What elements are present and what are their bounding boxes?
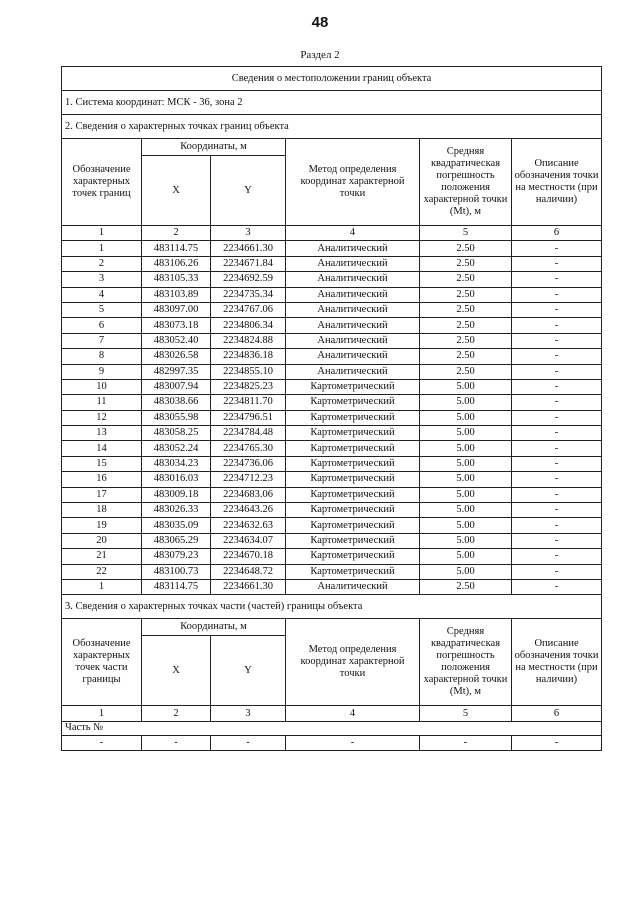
error: 2.50 xyxy=(420,241,512,256)
error: 2.50 xyxy=(420,272,512,287)
error: 2.50 xyxy=(420,364,512,379)
coord-x: 483103.89 xyxy=(142,287,211,302)
page-number: 48 xyxy=(311,14,329,31)
method: Аналитический xyxy=(286,579,420,594)
coord-x: 483052.24 xyxy=(142,441,211,456)
table-row xyxy=(62,364,602,379)
header-description: Описание обозначения точки на местности (при наличии) xyxy=(512,139,602,226)
error: 5.00 xyxy=(420,549,512,564)
section3-title: 3. Сведения о характерных точках части (частей) границы объекта xyxy=(62,595,602,619)
table-row xyxy=(62,533,602,548)
column-number: 4 xyxy=(286,706,420,721)
description: - xyxy=(512,333,602,348)
method: Аналитический xyxy=(286,302,420,317)
coord-y: 2234634.07 xyxy=(211,533,286,548)
table-row xyxy=(62,395,602,410)
coord-y: 2234824.88 xyxy=(211,333,286,348)
header-point-id: Обозначение характерных точек границ xyxy=(62,139,142,226)
part-label-row xyxy=(62,721,602,735)
table-row xyxy=(62,549,602,564)
coord-x: 483034.23 xyxy=(142,456,211,471)
description: - xyxy=(512,410,602,425)
description: - xyxy=(512,735,602,750)
error: 5.00 xyxy=(420,472,512,487)
description: - xyxy=(512,456,602,471)
method: Картометрический xyxy=(286,487,420,502)
header-coords: Координаты, м xyxy=(142,139,286,156)
description: - xyxy=(512,441,602,456)
coord-y: 2234661.30 xyxy=(211,241,286,256)
error: 5.00 xyxy=(420,379,512,394)
coord-x: 483026.33 xyxy=(142,503,211,518)
header-x: X xyxy=(142,156,211,226)
coord-y: 2234784.48 xyxy=(211,426,286,441)
point-id: 3 xyxy=(62,272,142,287)
method: Картометрический xyxy=(286,426,420,441)
table-row xyxy=(62,579,602,594)
coord-x: 483100.73 xyxy=(142,564,211,579)
coord-y: 2234855.10 xyxy=(211,364,286,379)
coord-x: 483114.75 xyxy=(142,579,211,594)
column-number: 4 xyxy=(286,226,420,241)
header-y: Y xyxy=(211,156,286,226)
method: Картометрический xyxy=(286,533,420,548)
method: Аналитический xyxy=(286,349,420,364)
error: 5.00 xyxy=(420,410,512,425)
point-id: 19 xyxy=(62,518,142,533)
method: Картометрический xyxy=(286,441,420,456)
coord-y: 2234648.72 xyxy=(211,564,286,579)
method: Аналитический xyxy=(286,272,420,287)
coord-system: 1. Система координат: МСК - 36, зона 2 xyxy=(62,91,602,115)
column-number: 6 xyxy=(512,226,602,241)
error: 5.00 xyxy=(420,518,512,533)
description: - xyxy=(512,256,602,271)
description: - xyxy=(512,579,602,594)
coord-x: 483026.58 xyxy=(142,349,211,364)
column-number: 3 xyxy=(211,226,286,241)
table-body xyxy=(62,67,602,751)
point-id: - xyxy=(62,735,142,750)
method: Картометрический xyxy=(286,564,420,579)
description: - xyxy=(512,287,602,302)
table-row xyxy=(62,441,602,456)
point-id: 11 xyxy=(62,395,142,410)
point-id: 13 xyxy=(62,426,142,441)
coord-x: 483007.94 xyxy=(142,379,211,394)
table-row xyxy=(62,503,602,518)
coord-y: 2234735.34 xyxy=(211,287,286,302)
table-row xyxy=(62,349,602,364)
method: Аналитический xyxy=(286,318,420,333)
point-id: 9 xyxy=(62,364,142,379)
point-id: 4 xyxy=(62,287,142,302)
method: Картометрический xyxy=(286,518,420,533)
table-row xyxy=(62,379,602,394)
table-row xyxy=(62,287,602,302)
table-row xyxy=(62,256,602,271)
coord-x: 483055.98 xyxy=(142,410,211,425)
table-row xyxy=(62,410,602,425)
table-row xyxy=(62,487,602,502)
error: 5.00 xyxy=(420,456,512,471)
method: Аналитический xyxy=(286,241,420,256)
table-title: Сведения о местоположении границ объекта xyxy=(62,67,602,91)
error: 5.00 xyxy=(420,395,512,410)
error: 5.00 xyxy=(420,426,512,441)
coord-x: 483073.18 xyxy=(142,318,211,333)
coord-x: 483035.09 xyxy=(142,518,211,533)
table-row xyxy=(62,318,602,333)
description: - xyxy=(512,503,602,518)
coord-y: 2234643.26 xyxy=(211,503,286,518)
column-number: 2 xyxy=(142,706,211,721)
point-id: 16 xyxy=(62,472,142,487)
section2-row xyxy=(62,115,602,139)
description: - xyxy=(512,487,602,502)
description: - xyxy=(512,379,602,394)
point-id: 15 xyxy=(62,456,142,471)
header-error: Средняя квадратическая погрешность положения характерной точки (Mt), м xyxy=(420,139,512,226)
point-id: 10 xyxy=(62,379,142,394)
point-id: 14 xyxy=(62,441,142,456)
coord-y: 2234632.63 xyxy=(211,518,286,533)
method: Картометрический xyxy=(286,472,420,487)
point-id: 6 xyxy=(62,318,142,333)
point-id: 1 xyxy=(62,579,142,594)
table-row xyxy=(62,241,602,256)
table-row xyxy=(62,456,602,471)
table-row xyxy=(62,472,602,487)
section3-row xyxy=(62,595,602,619)
description: - xyxy=(512,272,602,287)
description: - xyxy=(512,364,602,379)
description: - xyxy=(512,518,602,533)
description: - xyxy=(512,549,602,564)
coord-y: 2234765.30 xyxy=(211,441,286,456)
part-table-row xyxy=(62,735,602,750)
point-id: 18 xyxy=(62,503,142,518)
description: - xyxy=(512,426,602,441)
header-method: Метод определения координат характерной точки xyxy=(286,139,420,226)
part-column-number-row xyxy=(62,706,602,721)
coord-y: 2234712.23 xyxy=(211,472,286,487)
table-row xyxy=(62,333,602,348)
coord-y: 2234736.06 xyxy=(211,456,286,471)
coord-y: 2234825.23 xyxy=(211,379,286,394)
part-header-coords: Координаты, м xyxy=(142,619,286,636)
coord-system-row xyxy=(62,91,602,115)
error: 2.50 xyxy=(420,349,512,364)
part-header-point-id: Обозначение характерных точек части границы xyxy=(62,619,142,706)
point-id: 20 xyxy=(62,533,142,548)
coord-x: 483058.25 xyxy=(142,426,211,441)
method: Картометрический xyxy=(286,410,420,425)
section2-title: 2. Сведения о характерных точках границ объекта xyxy=(62,115,602,139)
table-row xyxy=(62,426,602,441)
part-header-method: Метод определения координат характерной точки xyxy=(286,619,420,706)
method: - xyxy=(286,735,420,750)
error: 2.50 xyxy=(420,318,512,333)
point-id: 8 xyxy=(62,349,142,364)
column-number: 1 xyxy=(62,706,142,721)
table-row xyxy=(62,518,602,533)
coord-y: 2234806.34 xyxy=(211,318,286,333)
description: - xyxy=(512,472,602,487)
part-header-row-1 xyxy=(62,619,602,636)
coord-x: - xyxy=(142,735,211,750)
error: 2.50 xyxy=(420,287,512,302)
column-number: 5 xyxy=(420,226,512,241)
table-row xyxy=(62,302,602,317)
column-number: 1 xyxy=(62,226,142,241)
coord-x: 482997.35 xyxy=(142,364,211,379)
coord-x: 483016.03 xyxy=(142,472,211,487)
error: - xyxy=(420,735,512,750)
error: 5.00 xyxy=(420,564,512,579)
error: 5.00 xyxy=(420,503,512,518)
method: Картометрический xyxy=(286,549,420,564)
coord-y: 2234811.70 xyxy=(211,395,286,410)
description: - xyxy=(512,533,602,548)
coord-x: 483106.26 xyxy=(142,256,211,271)
coord-y: 2234670.18 xyxy=(211,549,286,564)
method: Картометрический xyxy=(286,379,420,394)
coord-x: 483038.66 xyxy=(142,395,211,410)
error: 5.00 xyxy=(420,487,512,502)
description: - xyxy=(512,395,602,410)
coord-y: 2234796.51 xyxy=(211,410,286,425)
error: 5.00 xyxy=(420,441,512,456)
coord-x: 483114.75 xyxy=(142,241,211,256)
coord-x: 483052.40 xyxy=(142,333,211,348)
table-row xyxy=(62,272,602,287)
description: - xyxy=(512,241,602,256)
description: - xyxy=(512,564,602,579)
point-id: 1 xyxy=(62,241,142,256)
coord-x: 483009.18 xyxy=(142,487,211,502)
method: Аналитический xyxy=(286,364,420,379)
column-number: 2 xyxy=(142,226,211,241)
error: 2.50 xyxy=(420,333,512,348)
method: Аналитический xyxy=(286,333,420,348)
point-id: 5 xyxy=(62,302,142,317)
table-title-row xyxy=(62,67,602,91)
point-id: 17 xyxy=(62,487,142,502)
part-label: Часть № xyxy=(62,721,602,735)
error: 2.50 xyxy=(420,579,512,594)
coord-y: 2234671.84 xyxy=(211,256,286,271)
coord-x: 483079.23 xyxy=(142,549,211,564)
description: - xyxy=(512,302,602,317)
boundary-table xyxy=(61,66,602,751)
point-id: 7 xyxy=(62,333,142,348)
method: Картометрический xyxy=(286,395,420,410)
column-number: 5 xyxy=(420,706,512,721)
part-header-x: X xyxy=(142,636,211,706)
column-number: 6 xyxy=(512,706,602,721)
method: Картометрический xyxy=(286,503,420,518)
section-label: Раздел 2 xyxy=(300,49,340,61)
coord-y: 2234661.30 xyxy=(211,579,286,594)
part-header-y: Y xyxy=(211,636,286,706)
method: Аналитический xyxy=(286,256,420,271)
method: Аналитический xyxy=(286,287,420,302)
header-row-1 xyxy=(62,139,602,156)
error: 2.50 xyxy=(420,256,512,271)
coord-x: 483097.00 xyxy=(142,302,211,317)
column-number: 3 xyxy=(211,706,286,721)
table-row xyxy=(62,564,602,579)
error: 5.00 xyxy=(420,533,512,548)
coord-y: 2234692.59 xyxy=(211,272,286,287)
coord-y: 2234836.18 xyxy=(211,349,286,364)
point-id: 21 xyxy=(62,549,142,564)
column-number-row xyxy=(62,226,602,241)
description: - xyxy=(512,349,602,364)
coord-y: - xyxy=(211,735,286,750)
point-id: 12 xyxy=(62,410,142,425)
part-header-error: Средняя квадратическая погрешность положения характерной точки (Mt), м xyxy=(420,619,512,706)
method: Картометрический xyxy=(286,456,420,471)
part-header-description: Описание обозначения точки на местности (при наличии) xyxy=(512,619,602,706)
coord-x: 483105.33 xyxy=(142,272,211,287)
error: 2.50 xyxy=(420,302,512,317)
coord-y: 2234683.06 xyxy=(211,487,286,502)
coord-x: 483065.29 xyxy=(142,533,211,548)
point-id: 22 xyxy=(62,564,142,579)
description: - xyxy=(512,318,602,333)
point-id: 2 xyxy=(62,256,142,271)
coord-y: 2234767.06 xyxy=(211,302,286,317)
